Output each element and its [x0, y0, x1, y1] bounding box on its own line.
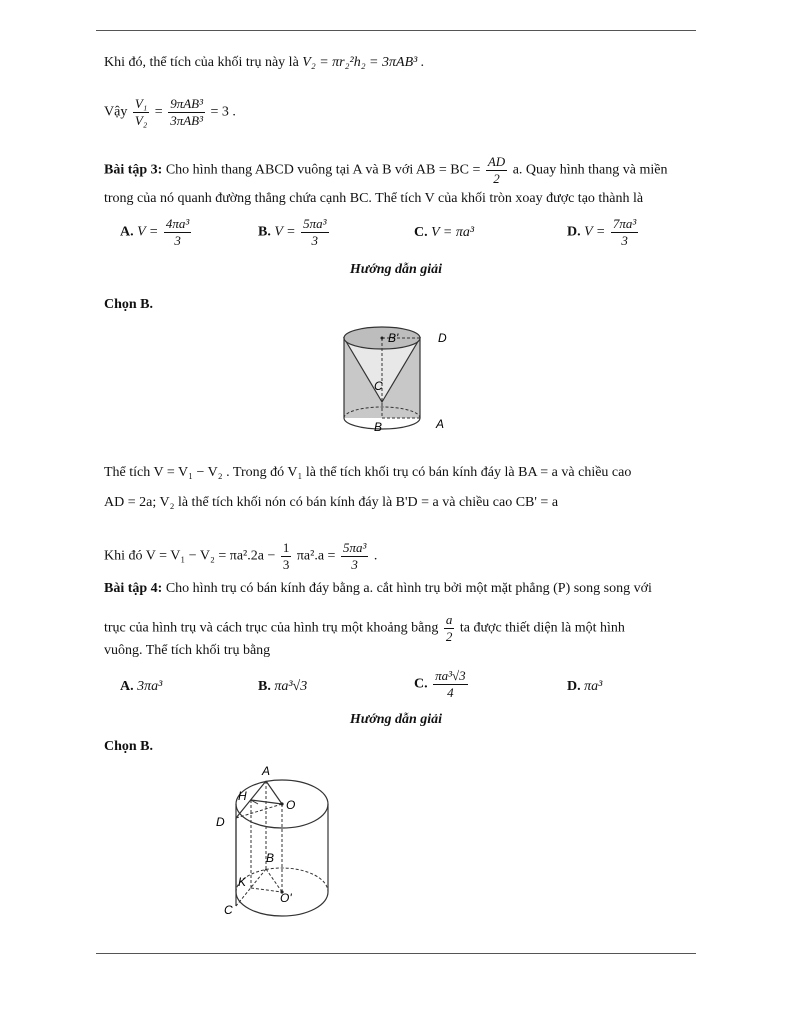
text: trong của nó quanh đường thẳng chứa cạnh BC. Thể tích V của khối tròn xoay được tạo thành là — [104, 191, 644, 206]
exercise-4-line-3: vuông. Thể tích khối trụ bằng — [104, 643, 271, 658]
fraction: $\frac{AD}{2}$ — [487, 154, 506, 186]
svg-text:O: O — [286, 798, 296, 812]
svg-text:D: D — [438, 331, 447, 345]
text: Cho hình thang ABCD vuông tại A và B với AB = BC = — [165, 162, 481, 178]
option-4a: A. 3πa³ — [120, 679, 163, 694]
option-4d: D. πa³ — [567, 679, 603, 694]
option-4c: C. $\frac{\text{πa³√3}}{4}$ — [414, 668, 466, 700]
guide-heading-4: Hướng dẫn giải — [349, 712, 443, 727]
exercise-3-line-2 — [104, 190, 643, 208]
solution-3-line-2: AD = 2a; V₂ là thể tích khối nón có bán kính đáy là B'D = a và chiều cao CB' = a — [104, 495, 559, 510]
svg-text:D: D — [216, 815, 225, 829]
fraction: $\frac{\text{V₁}}{\text{V₂}}$ — [134, 96, 148, 128]
text: Khi đó, thể tích của khối trụ này là — [104, 55, 299, 70]
option-a: A. V = $\frac{\text{4πa³}}{3}$ — [120, 216, 190, 248]
formula: V₂ = πr₂²h₂ = 3πAB³ . — [302, 55, 425, 70]
answer-3: Chọn B. — [104, 297, 154, 312]
svg-text:B: B — [374, 420, 383, 434]
exercise-3-line-1 — [104, 154, 667, 187]
top-rule — [96, 30, 696, 31]
svg-text:H: H — [238, 789, 247, 803]
figure-cylinder-section — [214, 762, 334, 922]
svg-text:B': B' — [388, 331, 399, 345]
svg-text:A: A — [436, 417, 445, 431]
bottom-rule — [96, 953, 696, 954]
solution-3-line-1: Thể tích V = V₁ − V₂ . Trong đó V₁ là thể tích khối trụ có bán kính đáy là BA = a và chiều cao — [104, 465, 632, 480]
exercise-4-line-2: trục của hình trụ và cách trục của hình trụ một khoảng bằng $\frac{a}{2}$ ta được thiết diện là một hình — [104, 612, 625, 644]
option-b: B. V = $\frac{\text{5πa³}}{3}$ — [258, 216, 327, 248]
text: a. Quay hình thang và miền — [512, 162, 668, 178]
option-4b: B. πa³√3 — [258, 679, 308, 694]
text: = 3 . — [210, 104, 236, 120]
ratio-line: Vậy $\frac{\text{V₁}}{\text{V₂}}$ = $\frac{\text{9πAB³}}{\text{3πAB³}}$ = 3 . — [104, 96, 236, 128]
fraction: $\frac{\text{9πAB³}}{\text{3πAB³}}$ — [170, 96, 203, 128]
exercise-label: Bài tập 3: — [104, 162, 163, 178]
solution-3-line-3: Khi đó V = V₁ − V₂ = πa².2a − $\frac{1}{3}$ πa².a = $\frac{\text{5πa³}}{3}$ . — [104, 540, 378, 572]
svg-text:O': O' — [280, 891, 292, 905]
svg-text:C: C — [224, 903, 233, 917]
svg-text:B: B — [266, 851, 275, 865]
volume-v2-line — [104, 54, 424, 72]
text: Vậy — [104, 104, 128, 120]
option-c: C. V = πa³ — [414, 225, 475, 240]
svg-text:K: K — [238, 875, 247, 889]
svg-text:C: C — [374, 379, 383, 393]
answer-4: Chọn B. — [104, 739, 154, 754]
guide-heading-3: Hướng dẫn giải — [349, 262, 443, 277]
option-d: D. V = $\frac{\text{7πa³}}{3}$ — [567, 216, 637, 248]
svg-text:A: A — [262, 764, 271, 778]
figure-cylinder-cone — [330, 320, 460, 440]
exercise-4-line-1: Bài tập 4: Cho hình trụ có bán kính đáy bằng a. cắt hình trụ bởi một mặt phẳng (P) song song với — [104, 581, 652, 596]
